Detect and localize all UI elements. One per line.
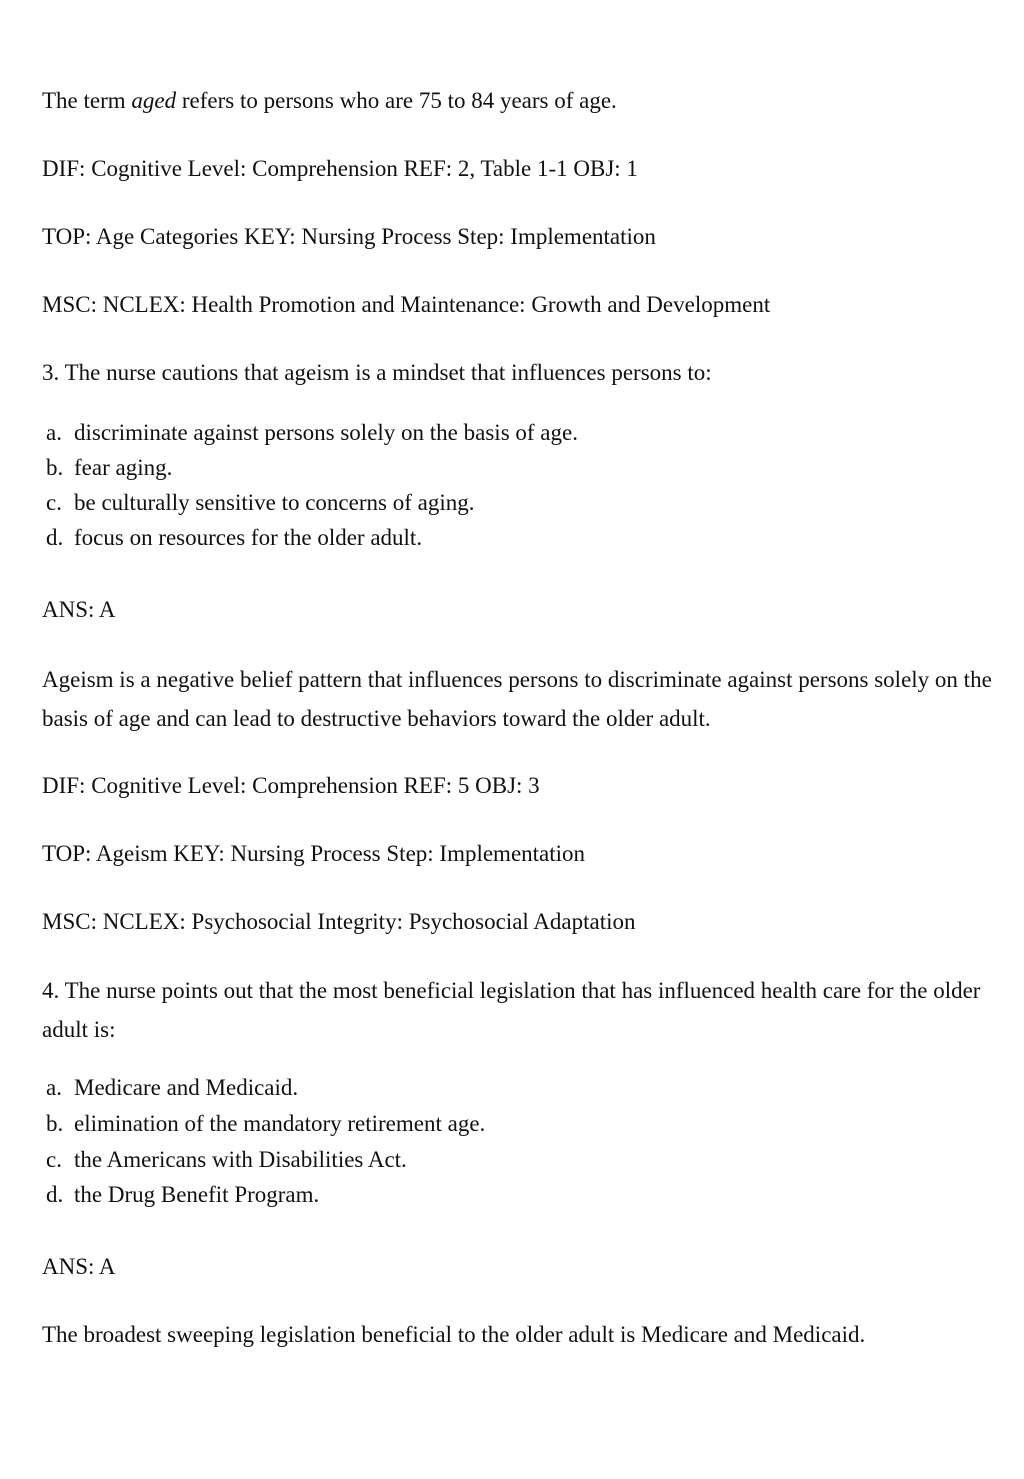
question-3-stem: 3. The nurse cautions that ageism is a mindset that influences persons to: [42, 360, 712, 385]
option-letter: b. [46, 1111, 64, 1136]
q4-option-b [46, 1107, 485, 1141]
rationale-suffix: refers to persons who are 75 to 84 years of age. [176, 88, 617, 113]
q4-option-c [46, 1143, 407, 1177]
option-text: Medicare and Medicaid. [74, 1075, 299, 1100]
q3-dif-line: DIF: Cognitive Level: Comprehension REF: 5 OBJ: 3 [42, 773, 540, 798]
rationale-aged [42, 84, 617, 118]
option-letter: d. [46, 525, 64, 550]
q3-option-a [46, 416, 578, 450]
option-text: fear aging. [74, 455, 173, 480]
option-letter: c. [46, 490, 62, 515]
q4-option-d [46, 1178, 319, 1212]
option-letter: a. [46, 1075, 62, 1100]
option-text: discriminate against persons solely on the basis of age. [74, 420, 578, 445]
q4-option-a [46, 1071, 298, 1105]
q3-option-b [46, 451, 172, 485]
q3-rationale: Ageism is a negative belief pattern that influences persons to discriminate against persons solely on the basis of age and can lead to destructive behaviors toward the older adult. [42, 667, 992, 731]
option-text: the Drug Benefit Program. [74, 1182, 320, 1207]
option-letter: a. [46, 420, 62, 445]
q4-answer: ANS: A [42, 1254, 116, 1279]
option-text: elimination of the mandatory retirement age. [74, 1111, 486, 1136]
q3-option-c [46, 486, 474, 520]
q3-msc-line: MSC: NCLEX: Psychosocial Integrity: Psychosocial Adaptation [42, 909, 636, 934]
q3-answer: ANS: A [42, 597, 116, 622]
msc-line: MSC: NCLEX: Health Promotion and Maintenance: Growth and Development [42, 292, 771, 317]
option-letter: c. [46, 1147, 62, 1172]
question-4-stem: 4. The nurse points out that the most beneficial legislation that has influenced health care for the older adult is: [42, 978, 981, 1042]
option-letter: b. [46, 455, 64, 480]
q3-top-line: TOP: Ageism KEY: Nursing Process Step: Implementation [42, 841, 586, 866]
rationale-prefix: The term [42, 88, 132, 113]
q3-option-d [46, 521, 422, 555]
option-text: the Americans with Disabilities Act. [74, 1147, 407, 1172]
dif-line: DIF: Cognitive Level: Comprehension REF: 2, Table 1-1 OBJ: 1 [42, 156, 638, 181]
option-text: focus on resources for the older adult. [74, 525, 423, 550]
option-text: be culturally sensitive to concerns of aging. [74, 490, 475, 515]
top-line: TOP: Age Categories KEY: Nursing Process Step: Implementation [42, 224, 656, 249]
q4-rationale: The broadest sweeping legislation beneficial to the older adult is Medicare and Medicaid. [42, 1322, 866, 1347]
rationale-term: aged [131, 88, 177, 113]
option-letter: d. [46, 1182, 64, 1207]
